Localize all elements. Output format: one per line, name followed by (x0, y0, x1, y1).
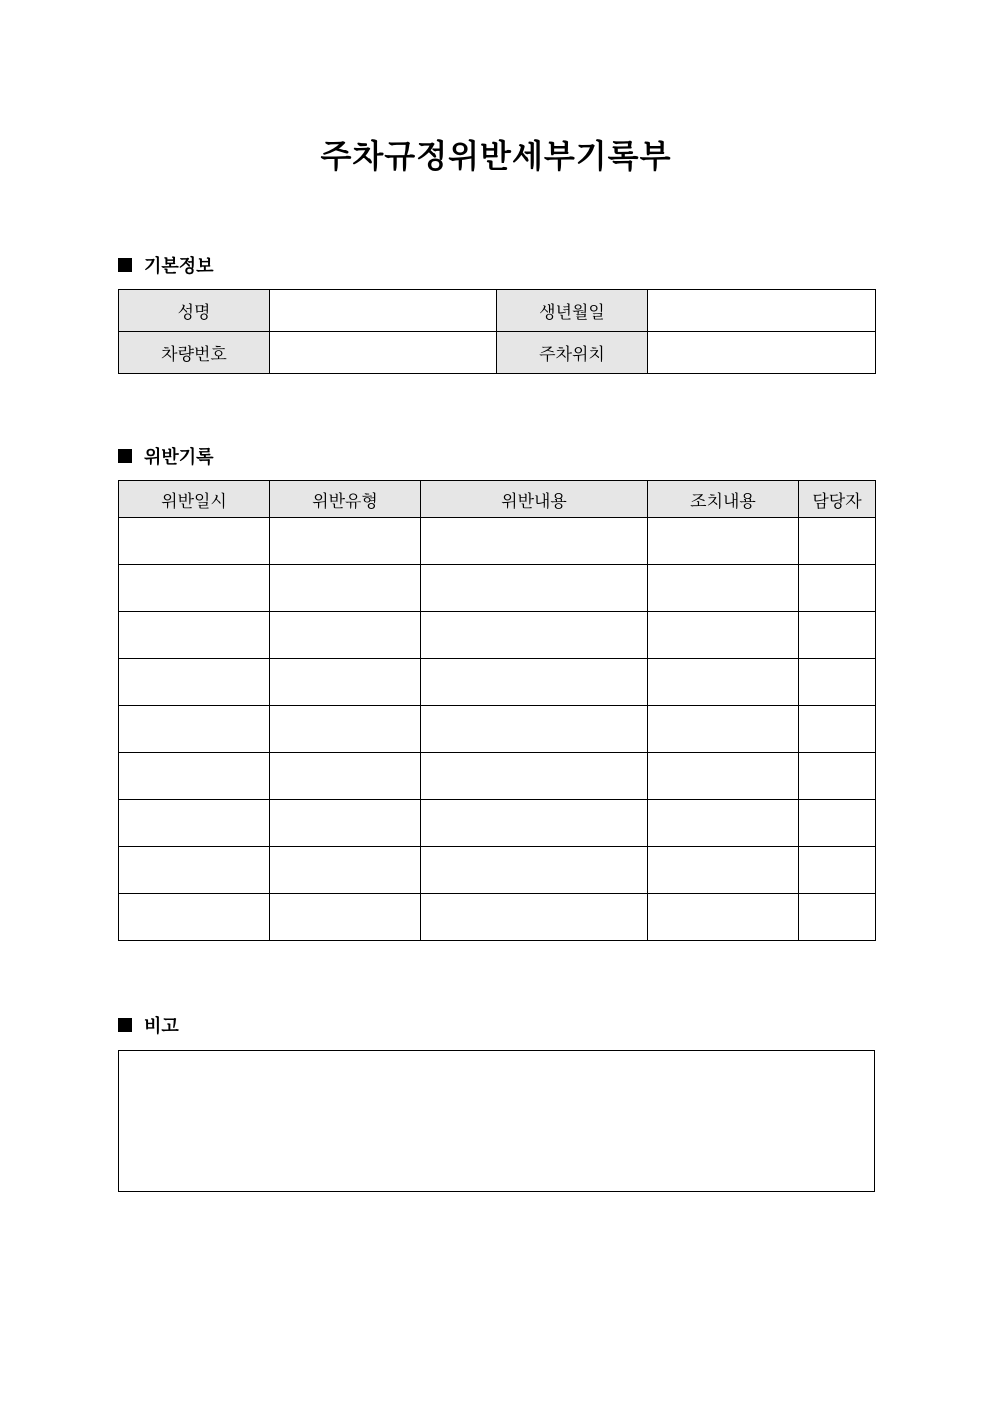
basic-info-heading (118, 253, 214, 277)
table-cell[interactable] (270, 847, 421, 894)
table-cell[interactable] (648, 518, 799, 565)
table-row (119, 753, 876, 800)
table-cell[interactable] (119, 518, 270, 565)
table-cell[interactable] (799, 659, 876, 706)
table-cell[interactable] (119, 612, 270, 659)
table-cell[interactable] (421, 518, 648, 565)
remarks-field[interactable] (118, 1050, 875, 1192)
black-square-icon (118, 258, 132, 272)
table-cell[interactable] (270, 612, 421, 659)
table-cell[interactable] (799, 847, 876, 894)
table-cell[interactable] (799, 800, 876, 847)
table-cell[interactable] (799, 565, 876, 612)
table-cell[interactable] (648, 753, 799, 800)
table-cell[interactable] (119, 706, 270, 753)
vehicle-number-field[interactable] (270, 332, 497, 374)
table-cell[interactable] (119, 659, 270, 706)
col-header-action-taken: 조치내용 (648, 481, 799, 518)
table-cell[interactable] (421, 847, 648, 894)
black-square-icon (118, 449, 132, 463)
table-row (119, 706, 876, 753)
table-cell[interactable] (799, 894, 876, 941)
remarks-heading (118, 1013, 179, 1037)
name-label: 성명 (119, 290, 270, 332)
basic-info-heading-text: 기본정보 (144, 256, 214, 277)
table-row (119, 612, 876, 659)
col-header-violation-type: 위반유형 (270, 481, 421, 518)
table-cell[interactable] (421, 612, 648, 659)
col-header-staff: 담당자 (799, 481, 876, 518)
table-cell[interactable] (799, 706, 876, 753)
table-row (119, 847, 876, 894)
table-cell[interactable] (648, 800, 799, 847)
name-field[interactable] (270, 290, 497, 332)
table-cell[interactable] (270, 894, 421, 941)
table-cell[interactable] (648, 565, 799, 612)
violations-heading (118, 444, 214, 468)
table-cell[interactable] (421, 565, 648, 612)
table-row (119, 659, 876, 706)
table-cell[interactable] (421, 800, 648, 847)
table-cell[interactable] (648, 659, 799, 706)
table-cell[interactable] (648, 706, 799, 753)
basic-info-table (118, 289, 876, 374)
table-row (119, 332, 876, 374)
table-row (119, 290, 876, 332)
document-title: 주차규정위반세부기록부 (320, 137, 672, 175)
table-cell[interactable] (421, 659, 648, 706)
col-header-violation-details: 위반내용 (421, 481, 648, 518)
table-cell[interactable] (119, 565, 270, 612)
black-square-icon (118, 1018, 132, 1032)
table-cell[interactable] (799, 612, 876, 659)
table-cell[interactable] (648, 847, 799, 894)
birthdate-field[interactable] (648, 290, 876, 332)
table-cell[interactable] (119, 894, 270, 941)
table-cell[interactable] (421, 706, 648, 753)
table-cell[interactable] (119, 800, 270, 847)
table-cell[interactable] (270, 800, 421, 847)
table-cell[interactable] (648, 612, 799, 659)
table-row (119, 894, 876, 941)
table-cell[interactable] (119, 847, 270, 894)
table-cell[interactable] (270, 518, 421, 565)
table-cell[interactable] (270, 659, 421, 706)
col-header-violation-datetime: 위반일시 (119, 481, 270, 518)
table-cell[interactable] (119, 753, 270, 800)
table-row (119, 800, 876, 847)
table-cell[interactable] (648, 894, 799, 941)
table-cell[interactable] (421, 753, 648, 800)
table-cell[interactable] (799, 753, 876, 800)
table-cell[interactable] (421, 894, 648, 941)
table-cell[interactable] (270, 706, 421, 753)
parking-location-field[interactable] (648, 332, 876, 374)
table-cell[interactable] (270, 753, 421, 800)
table-header-row (119, 481, 876, 518)
table-row (119, 518, 876, 565)
parking-location-label: 주차위치 (497, 332, 648, 374)
remarks-heading-text: 비고 (144, 1016, 179, 1037)
table-cell[interactable] (799, 518, 876, 565)
violations-heading-text: 위반기록 (144, 447, 214, 468)
violations-table (118, 480, 876, 941)
birthdate-label: 생년월일 (497, 290, 648, 332)
vehicle-number-label: 차량번호 (119, 332, 270, 374)
table-cell[interactable] (270, 565, 421, 612)
table-row (119, 565, 876, 612)
